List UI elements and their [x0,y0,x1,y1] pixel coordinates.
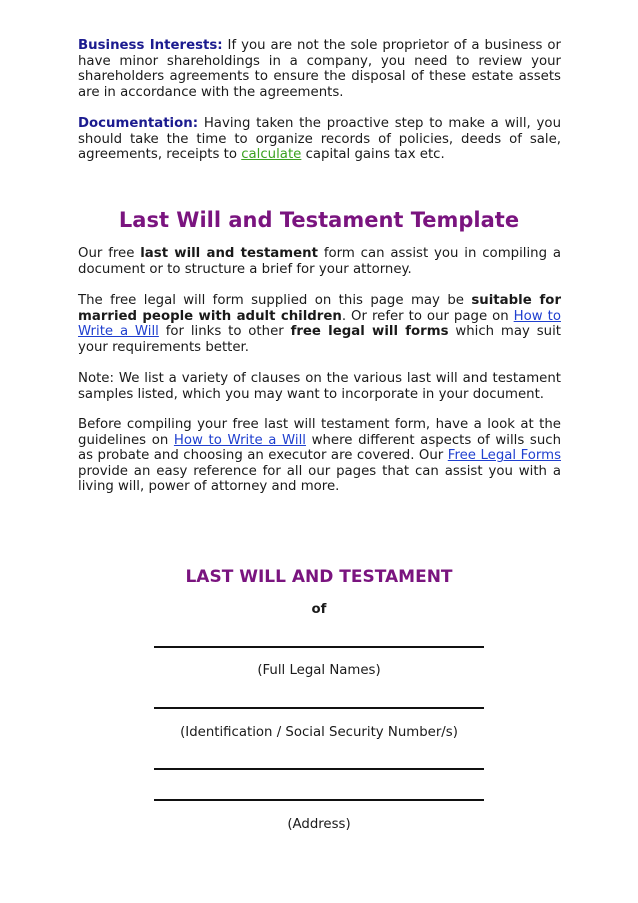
business-interests-text: If you are not the sole proprietor of a business or have minor shareholdings in a company, you need to review your shareholders agreements to ensure the disposal of these estate assets are in accordance with the agreements. [78,38,561,100]
business-interests-label: Business Interests: [78,38,223,53]
before-text-1: Before compiling your free last will testament form, have a look at the guidelines on [78,417,561,448]
documentation-label: Documentation: [78,116,199,131]
how-to-write-will-link-2[interactable]: How to Write a Will [173,432,306,448]
before-text-3: provide an easy reference for all our pages that can assist you with a living will, power of attorney and more. [78,463,561,495]
free-form-bold-1: suitable for married people with adult children [78,293,562,324]
intro-paragraph [78,246,561,277]
documentation-text-before: Having taken the proactive step to make a will, you should take the time to organize records of policies, deeds of sale, agreements, receipts to [78,116,561,163]
address-line-2 [154,799,484,801]
intro-text-2: form can assist you in compiling a document or to structure a brief for your attorney. [78,246,562,277]
how-to-write-will-link[interactable]: How to Write a Will [78,308,561,340]
form-of-label: of [311,602,327,617]
intro-text-1: Our free [78,246,141,261]
before-text-2: where different aspects of wills such as probate and choosing an executor are covered. Our [78,432,561,464]
page-heading: Last Will and Testament Template [118,208,520,232]
identification-caption: (Identification / Social Security Number/s) [180,725,458,740]
free-form-paragraph [78,293,561,355]
address-caption: (Address) [287,817,351,832]
documentation-paragraph [78,116,561,163]
full-names-caption: (Full Legal Names) [257,663,381,678]
form-title: LAST WILL AND TESTAMENT [185,567,453,587]
identification-signature-line [154,707,484,709]
note-paragraph: Note: We list a variety of clauses on the various last will and testament samples listed, which you may want to incorporate in your document. [78,371,561,402]
free-form-text-1: The free legal will form supplied on this page may be [78,293,472,308]
intro-bold: last will and testament [140,246,318,261]
calculate-link[interactable]: calculate [241,147,302,163]
free-legal-forms-link[interactable]: Free Legal Forms [447,448,562,464]
free-form-text-3: for links to other [158,324,291,340]
free-form-text-2: . Or refer to our page on [341,308,514,324]
free-form-bold-2: free legal will forms [290,324,449,340]
business-interests-paragraph [78,38,561,100]
full-names-signature-line [154,646,484,648]
before-compiling-paragraph [78,417,561,495]
address-line-1 [154,768,484,770]
free-form-text-4: which may suit your requirements better. [78,324,561,355]
documentation-text-after: capital gains tax etc. [301,147,445,163]
